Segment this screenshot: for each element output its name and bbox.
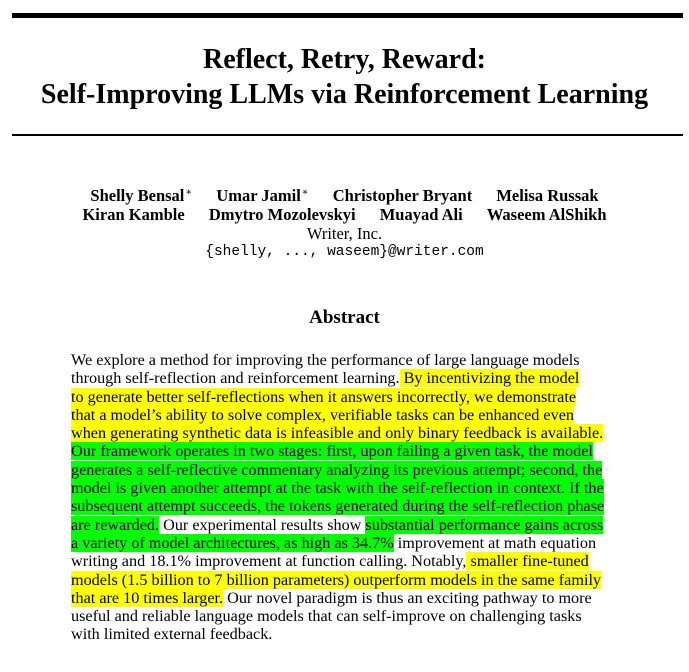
author: Umar Jamil∗ [216,186,309,205]
title-line-1: Reflect, Retry, Reward: [203,44,486,75]
abstract-text: through self-reflection and reinforcement learning. [71,369,400,388]
author: Muayad Ali [379,205,463,224]
highlighted-text-green: model is given another attempt at the task with the self-reflection in context. If the [71,479,604,498]
highlighted-text-green: subsequent attempt succeeds, the tokens generated during the self-reflection phase [71,497,605,516]
highlighted-text-green: generates a self-reflective commentary analyzing its previous attempt; second, the [71,460,603,479]
abstract-text: with limited external feedback. [71,625,273,644]
author: Waseem AlShikh [486,205,607,224]
equal-contribution-mark: ∗ [301,187,309,198]
highlighted-text-yellow: when generating synthetic data is infeasible and only binary feedback is available. [71,424,604,443]
abstract-text: useful and reliable language models that can self-improve on challenging tasks [71,607,582,626]
abstract-body [71,351,623,644]
highlighted-text-yellow: models (1.5 billion to 7 billion parameters) outperform models in the same family [71,570,602,589]
abstract-text: improvement at math equation [393,533,597,552]
affiliation: Writer, Inc. [306,224,383,243]
abstract-line [71,552,623,570]
author-row-1 [0,183,689,205]
abstract-line [71,497,623,515]
author: Kiran Kamble [82,205,185,224]
highlighted-text-yellow: that are 10 times larger. [71,588,224,607]
highlighted-text-yellow: to generate better self-reflections when it answers incorrectly, we demonstrate [71,387,577,406]
abstract-line [71,589,623,607]
highlighted-text-yellow: By incentivizing the model [399,369,580,388]
abstract-line [71,442,623,460]
abstract-heading: Abstract [309,307,380,328]
author: Melisa Russak [496,186,599,205]
abstract-text: writing and 18.1% improvement at function calling. Notably, [71,552,467,571]
highlighted-text-green: substantial performance gains across [365,515,604,534]
abstract-text: Our experimental results show [159,515,366,534]
abstract-line [71,479,623,497]
abstract-line [71,369,623,387]
author-emails: {shelly, ..., waseem}@writer.com [205,244,484,260]
abstract-line [71,461,623,479]
abstract-text: We explore a method for improving the performance of large language models [71,351,580,369]
abstract-line [71,516,623,534]
top-rule [12,13,683,18]
author: Christopher Bryant [332,186,473,205]
abstract-line [71,534,623,552]
author-block [0,183,689,262]
highlighted-text-yellow: that a model’s ability to solve complex, verifiable tasks can be enhanced even [71,405,574,424]
author: Shelly Bensal∗ [90,186,193,205]
abstract-line [71,607,623,625]
abstract-text: Our novel paradigm is thus an exciting pathway to more [223,588,592,607]
abstract-line [71,388,623,406]
abstract-line [71,571,623,589]
abstract-line [71,625,623,643]
highlighted-text-yellow: smaller fine-tuned [466,552,589,571]
title-line-2: Self-Improving LLMs via Reinforcement Learning [40,79,649,110]
highlighted-text-green: Our framework operates in two stages: first, upon failing a given task, the model [71,442,593,461]
highlighted-text-green: a variety of model architectures, as high as 34.7% [71,533,394,552]
abstract-line [71,424,623,442]
abstract-line [71,351,623,369]
title-bottom-rule [12,134,683,136]
equal-contribution-mark: ∗ [185,187,193,198]
author: Dmytro Mozolevskyi [208,205,356,224]
author-row-2 [0,205,689,224]
highlighted-text-green: are rewarded. [71,515,160,534]
paper-title [0,42,689,112]
abstract-line [71,406,623,424]
